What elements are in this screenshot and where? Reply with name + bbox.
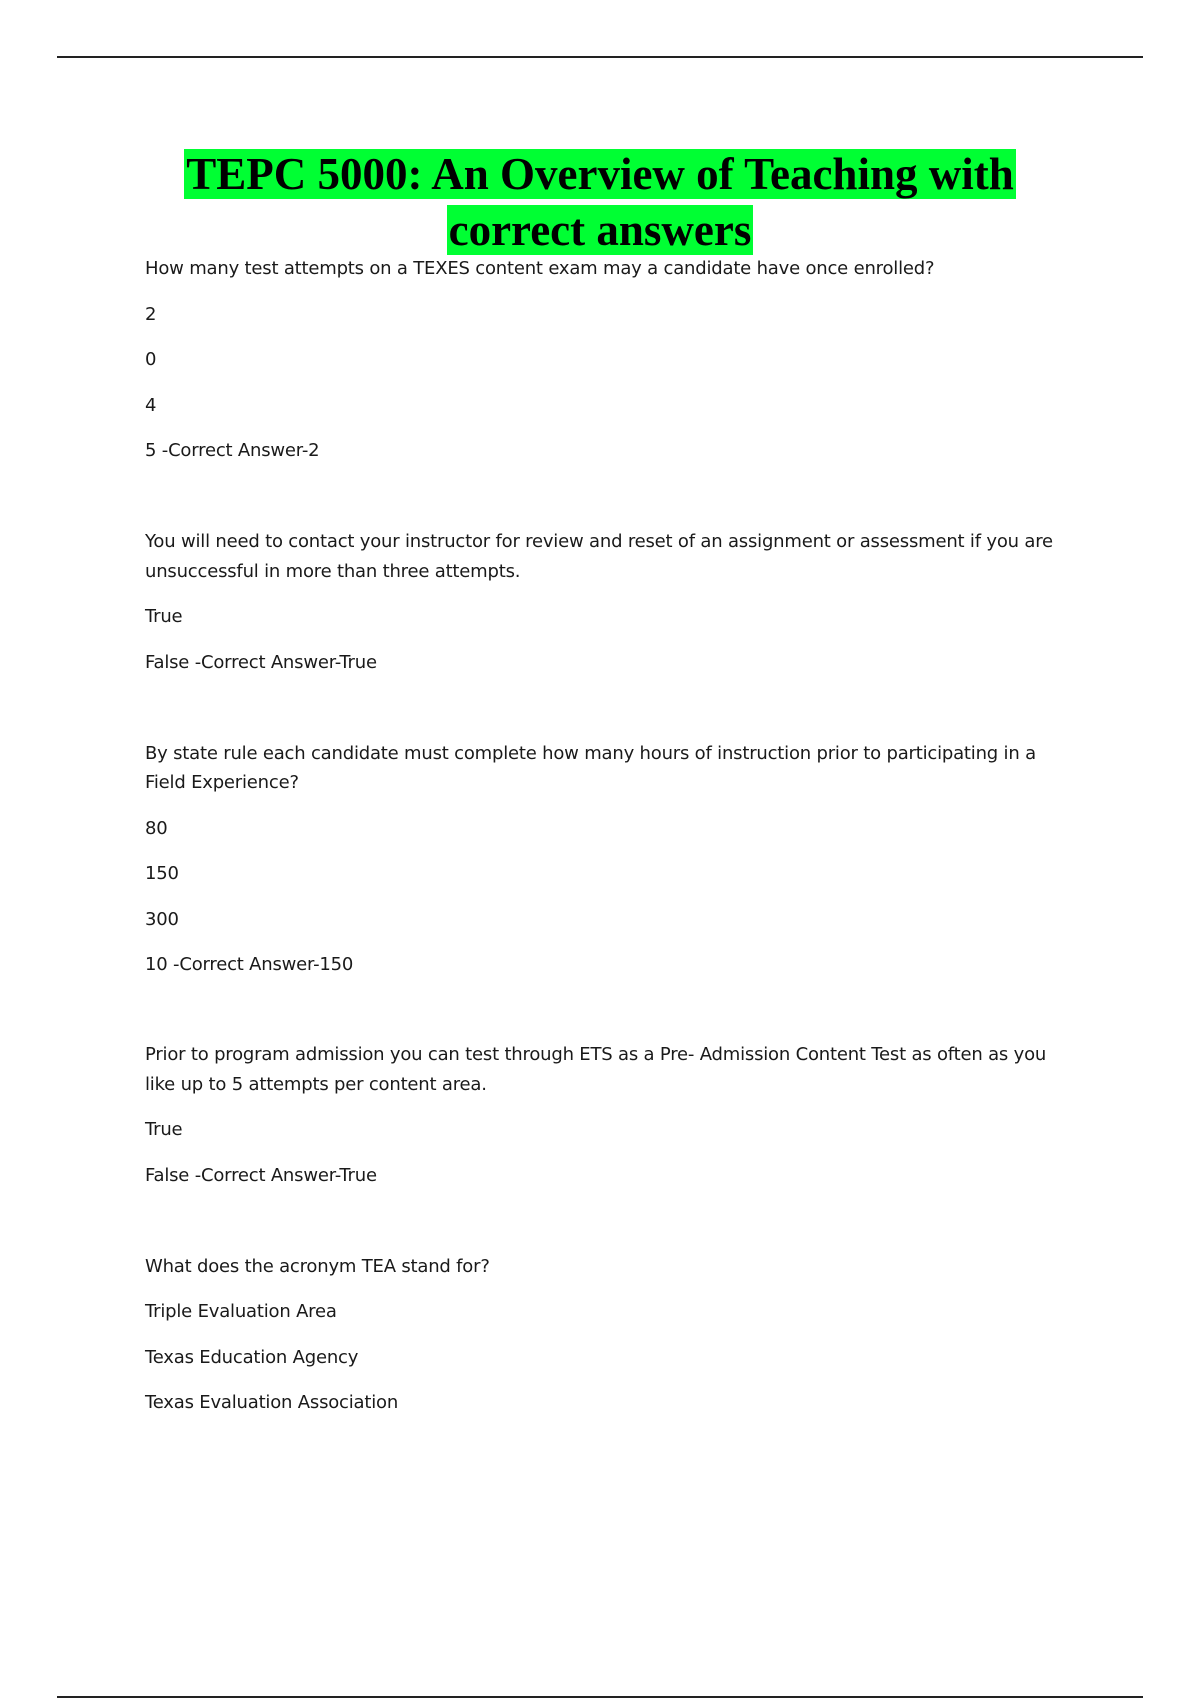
bottom-divider	[57, 1696, 1143, 1698]
question-5-option-2: Texas Education Agency	[145, 1347, 359, 1368]
question-5-text: What does the acronym TEA stand for?	[145, 1256, 490, 1277]
question-3-text-line-1: By state rule each candidate must complete how many hours of instruction prior to participating in a	[145, 743, 1036, 764]
question-4-option-1: True	[145, 1119, 183, 1140]
question-2-text-line-2: unsuccessful in more than three attempts.	[145, 561, 521, 582]
question-5-option-3: Texas Evaluation Association	[145, 1392, 399, 1413]
question-3-text-line-2: Field Experience?	[145, 772, 299, 793]
question-3-option-1: 80	[145, 818, 168, 839]
question-1-option-1: 2	[145, 304, 157, 325]
question-1-option-2: 0	[145, 349, 157, 370]
question-1-text: How many test attempts on a TEXES content exam may a candidate have once enrolled?	[145, 258, 935, 279]
question-2-option-1: True	[145, 606, 183, 627]
question-5-option-1: Triple Evaluation Area	[145, 1301, 337, 1322]
question-3-option-2: 150	[145, 863, 179, 884]
question-3-answer: 10 -Correct Answer-150	[145, 954, 354, 975]
question-2-text-line-1: You will need to contact your instructor for review and reset of an assignment or assessment if you are	[145, 531, 1053, 552]
question-4-answer: False -Correct Answer-True	[145, 1165, 377, 1186]
title-line-2: correct answers	[448, 205, 752, 255]
title-line-1: TEPC 5000: An Overview of Teaching with	[186, 149, 1014, 199]
question-2-answer: False -Correct Answer-True	[145, 652, 377, 673]
question-4-text-line-1: Prior to program admission you can test through ETS as a Pre- Admission Content Test as often as you	[145, 1044, 1047, 1065]
question-4-text-line-2: like up to 5 attempts per content area.	[145, 1074, 487, 1095]
question-1-option-3: 4	[145, 395, 157, 416]
question-1-answer: 5 -Correct Answer-2	[145, 440, 320, 461]
question-3-option-3: 300	[145, 909, 179, 930]
